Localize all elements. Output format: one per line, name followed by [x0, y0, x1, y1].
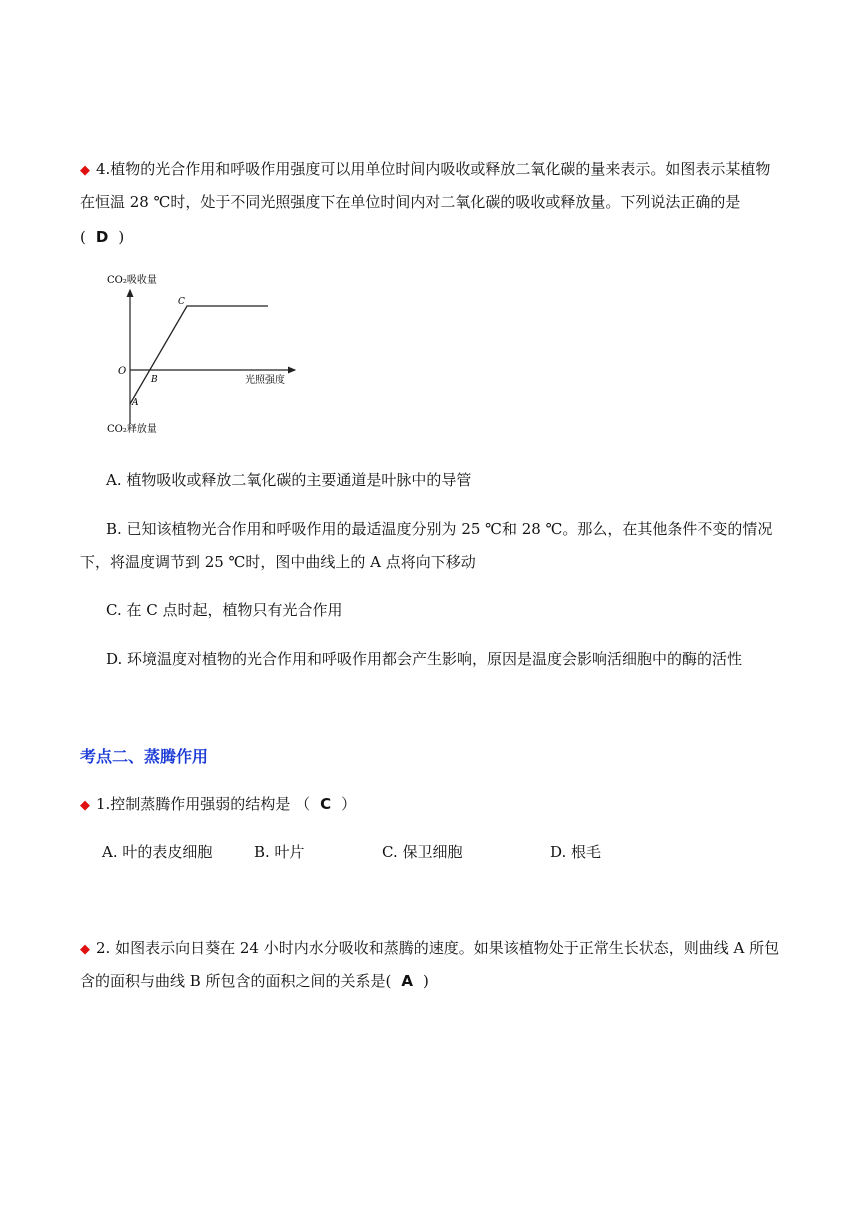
- section-heading: 考点二、蒸腾作用: [80, 747, 209, 766]
- s2-q1-open-paren: （: [295, 795, 311, 813]
- q4-option-b-2: 下，将温度调节到 25 ℃时，图中曲线上的 A 点将向下移动: [80, 553, 476, 571]
- q4-option-c: C. 在 C 点时起，植物只有光合作用: [106, 601, 343, 619]
- s2-q2-text-1: 2. 如图表示向日葵在 24 小时内水分吸收和蒸腾的速度。如果该植物处于正常生长状态，则曲线 A 所包: [96, 939, 780, 957]
- q4-option-d: D. 环境温度对植物的光合作用和呼吸作用都会产生影响，原因是温度会影响活细胞中的酶的活性: [106, 650, 743, 668]
- photosynthesis-figure: [100, 266, 310, 446]
- point-c-label: C: [178, 297, 185, 307]
- q4-option-a: A. 植物吸收或释放二氧化碳的主要通道是叶脉中的导管: [106, 471, 472, 489]
- origin-label: O: [118, 366, 127, 377]
- s2-q1-option-d: D. 根毛: [550, 843, 602, 861]
- s2-q1-close-paren: ）: [341, 795, 357, 813]
- s2-q1-option-c: C. 保卫细胞: [382, 843, 463, 861]
- s2-q1-line: [80, 793, 356, 817]
- diamond-marker-icon: ◆: [80, 163, 90, 178]
- y-top-label: CO₂吸收量: [107, 275, 157, 286]
- q4-answer-line: [80, 226, 124, 248]
- co2-curve: [130, 306, 268, 404]
- q4-option-b-1: B. 已知该植物光合作用和呼吸作用的最适温度分别为 25 ℃和 28 ℃。那么，在其他条件不变的情况: [106, 520, 773, 538]
- s2-q1-options: [102, 841, 742, 863]
- q4-open-paren: (: [80, 228, 86, 246]
- q4-close-paren: ): [118, 228, 125, 246]
- s2-q1-option-b: B. 叶片: [254, 843, 305, 861]
- q4-line2: 在恒温 28 ℃时，处于不同光照强度下在单位时间内对二氧化碳的吸收或释放量。下列说法正确的是: [80, 193, 741, 211]
- q4-line1: [80, 158, 770, 182]
- q4-text-1: 4.植物的光合作用和呼吸作用强度可以用单位时间内吸收或释放二氧化碳的量来表示。如图表示某植物: [96, 160, 771, 178]
- x-axis-label: 光照强度: [245, 375, 285, 386]
- s2-q1-answer: C: [320, 795, 332, 813]
- y-bottom-label: CO₂释放量: [107, 424, 157, 435]
- s2-q2-close-paren: ): [423, 972, 429, 990]
- s2-q2-line1: [80, 937, 779, 961]
- s2-q1-option-a: A. 叶的表皮细胞: [102, 843, 213, 861]
- s2-q1-text: 1.控制蒸腾作用强弱的结构是: [96, 795, 291, 813]
- q4-answer: D: [95, 228, 109, 246]
- point-a-label: A: [132, 398, 139, 408]
- s2-q2-line2: [80, 970, 429, 992]
- diamond-marker-icon: ◆: [80, 798, 90, 813]
- s2-q2-answer: A: [401, 972, 414, 990]
- diamond-marker-icon: ◆: [80, 942, 90, 957]
- s2-q2-text-2: 含的面积与曲线 B 所包含的面积之间的关系是(: [80, 972, 392, 990]
- point-b-label: B: [151, 375, 158, 385]
